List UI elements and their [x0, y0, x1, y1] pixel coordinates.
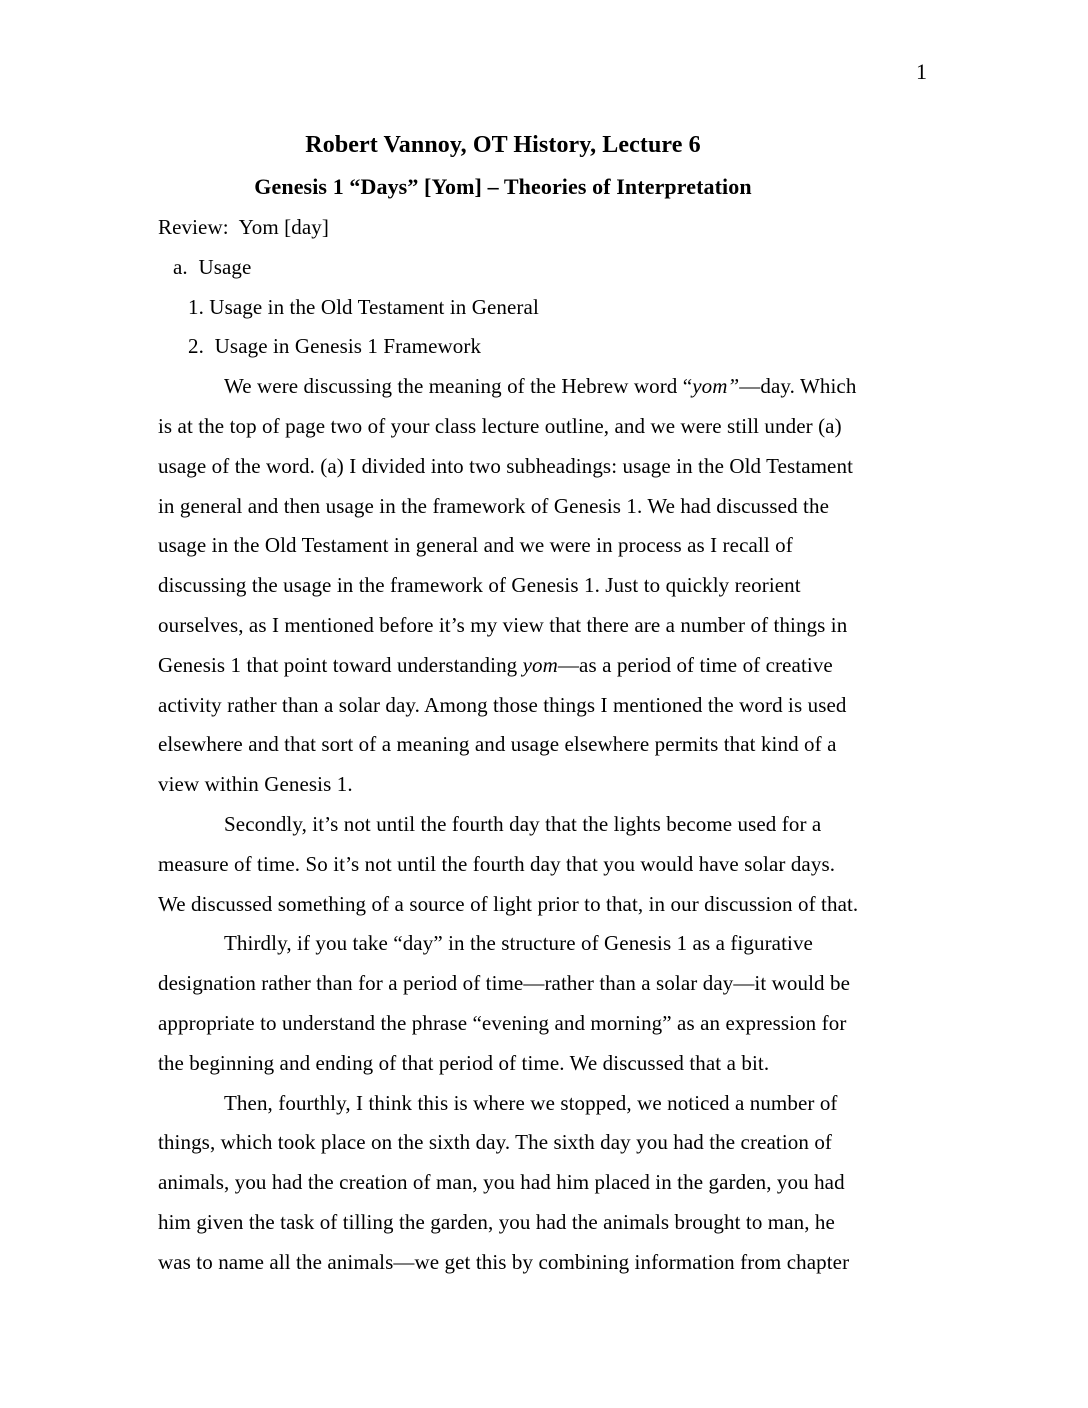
text-line [158, 1203, 933, 1243]
text-segment: in general and then usage in the framework of Genesis 1. We had discussed the [158, 493, 830, 518]
text-segment: activity rather than a solar day. Among those things I mentioned the word is used [158, 692, 847, 717]
text-line [158, 1123, 933, 1163]
text-line [158, 1084, 933, 1124]
text-segment: ourselves, as I mentioned before it’s my view that there are a number of things in [158, 612, 848, 637]
text-line [158, 447, 933, 487]
page-content [158, 124, 933, 1283]
document-title: Robert Vannoy, OT History, Lecture 6 [305, 132, 701, 158]
outline-list [158, 248, 933, 367]
text-segment: —as a period of time of creative [557, 652, 833, 677]
outline-item: a. Usage [173, 254, 252, 279]
text-line [158, 686, 933, 726]
text-segment: the beginning and ending of that period of time. We discussed that a bit. [158, 1050, 770, 1075]
text-segment: him given the task of tilling the garden, you had the animals brought to man, he [158, 1209, 835, 1234]
text-line [158, 765, 933, 805]
text-segment: Then, fourthly, I think this is where we stopped, we noticed a number of [224, 1090, 838, 1115]
heading-block [158, 124, 848, 208]
text-segment: Thirdly, if you take “day” in the structure of Genesis 1 as a figurative [224, 931, 813, 956]
text-line [158, 964, 933, 1004]
paragraphs [158, 367, 933, 1282]
text-segment: usage in the Old Testament in general and we were in process as I recall of [158, 533, 793, 558]
page-number: 1 [916, 59, 927, 84]
text-segment: things, which took place on the sixth day. The sixth day you had the creation of [158, 1130, 833, 1155]
paragraph [158, 1084, 933, 1283]
text-line [158, 407, 933, 447]
paragraph [158, 805, 933, 924]
text-line [158, 924, 933, 964]
text-line [158, 885, 933, 925]
text-segment: was to name all the animals—we get this by combining information from chapter [158, 1249, 850, 1274]
text-segment: Secondly, it’s not until the fourth day that the lights become used for a [224, 811, 822, 836]
review-line: Review: Yom [day] [158, 215, 329, 239]
text-segment: view within Genesis 1. [158, 772, 353, 797]
text-line [158, 1004, 933, 1044]
text-segment: discussing the usage in the framework of Genesis 1. Just to quickly reorient [158, 573, 801, 598]
text-segment: We discussed something of a source of light prior to that, in our discussion of that. [158, 891, 859, 916]
document-subtitle: Genesis 1 “Days” [Yom] – Theories of Interpretation [254, 174, 752, 199]
text-line [158, 646, 933, 686]
text-segment: We were discussing the meaning of the Hebrew word “ [224, 374, 693, 399]
text-segment: Genesis 1 that point toward understanding [158, 652, 523, 677]
text-segment: appropriate to understand the phrase “evening and morning” as an expression for [158, 1010, 847, 1035]
text-line [158, 805, 933, 845]
text-segment: measure of time. So it’s not until the fourth day that you would have solar days. [158, 851, 836, 876]
text-line [158, 606, 933, 646]
text-segment: is at the top of page two of your class lecture outline, and we were still under (a) [158, 413, 842, 438]
italic-text-segment: yom” [692, 374, 740, 399]
paragraph [158, 367, 933, 805]
paragraph [158, 924, 933, 1083]
italic-text-segment: yom [522, 652, 558, 677]
text-line [158, 526, 933, 566]
text-segment: —day. Which [739, 374, 857, 399]
text-segment: animals, you had the creation of man, you had him placed in the garden, you had [158, 1170, 845, 1195]
text-segment: usage of the word. (a) I divided into two subheadings: usage in the Old Testament [158, 453, 854, 478]
text-line [158, 487, 933, 527]
text-line [158, 1243, 933, 1283]
outline-item: 2. Usage in Genesis 1 Framework [188, 334, 482, 359]
text-line [158, 367, 933, 407]
text-line [158, 1163, 933, 1203]
outline-item: 1. Usage in the Old Testament in General [188, 294, 539, 319]
text-line [158, 725, 933, 765]
text-line [158, 1044, 933, 1084]
text-segment: designation rather than for a period of time—rather than a solar day—it would be [158, 971, 851, 996]
text-line [158, 566, 933, 606]
text-line [158, 845, 933, 885]
text-segment: elsewhere and that sort of a meaning and usage elsewhere permits that kind of a [158, 732, 837, 757]
